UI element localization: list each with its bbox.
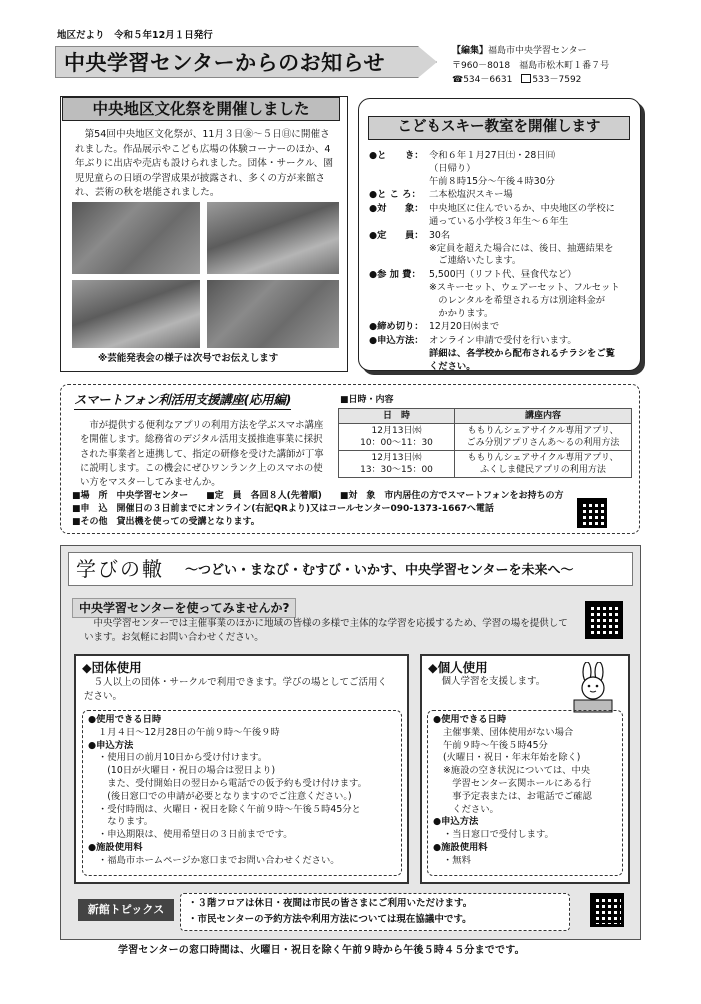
individual-detail-line: 主催事業、団体使用がない場合 [443,726,574,738]
ski-item [369,150,639,188]
group-detail-line: (10日が火曜日・祝日の場合は翌日より) [98,765,276,777]
manabi-qr-code[interactable] [585,601,623,639]
group-detail-line: ・使用日の前月10日から受け付けます。 [98,752,268,764]
row-content: ももりんシェアサイクル専用アプリ、 [467,453,619,463]
editor-fax: 533－7592 [532,75,582,85]
row-content: ももりんシェアサイクル専用アプリ、 [467,426,619,436]
group-detail-line: ●使用できる日時 [88,714,162,725]
row-content: ふくしま健民アプリの利用方法 [480,465,606,475]
individual-detail-line: ●使用できる日時 [433,714,507,725]
topics-label: 新館トピックス [78,899,174,921]
group-intro: ５人以上の団体・サークルで利用できます。学びの場としてご活用ください。 [84,677,387,703]
schedule-label: ■日時・内容 [340,395,394,405]
footer-note: 学習センターの窓口時間は、火曜日・祝日を除く午前９時から午後５時４５分までです。 [118,945,525,956]
festival-note: ※芸能発表会の様子は次号でお伝えします [98,353,279,364]
fax-icon [521,74,531,83]
ski-item [369,269,639,320]
use-heading: 中央学習センターを使ってみませんか? [72,598,296,618]
individual-detail-line: ・当日窓口で受付します。 [443,829,554,841]
row-date: 12月13日㈬ [371,426,422,436]
editor-label: 【編集】 [452,46,489,56]
ski-item-label: ●申込方法： [369,335,424,347]
individual-detail-line: 午前９時～午後５時45分 [443,739,548,751]
editor-info [452,44,609,88]
group-details [88,714,400,868]
ski-item [369,335,639,373]
ski-item-line: （日帰り） [429,162,476,174]
ski-item-value [429,189,513,202]
table-row [339,451,632,478]
info-apply: ■申 込 開催日の３日前までにオンライン(右記QRより)又はコールセンター090-1373-1667へ電話 [72,504,494,514]
editor-tel: ☎534－6631 [452,75,513,85]
group-detail-line: ・受付時間は、火曜日・祝日を除く午前９時～午後５時45分と [98,803,361,815]
ski-item-label: ●と こ ろ： [369,189,421,201]
smartphone-info [72,490,572,529]
ski-item-label: ●締め切り： [369,321,424,333]
smartphone-heading: スマートフォン利活用支援講座(応用編) [74,392,291,410]
ski-item-line: かかります。 [429,307,494,319]
topics-qr-code[interactable] [590,893,624,927]
individual-intro: 個人学習を支援します。 [441,676,546,687]
schedule-header-date: 日 時 [339,409,455,424]
individual-detail-line: 事予定表または、お電話でご確認 [443,790,592,802]
ski-item-value [429,230,613,268]
group-detail-line: また、受付開始日の翌日から電話での仮予約も受け付けます。 [98,777,367,789]
row-content: ごみ分別アプリさんあ～るの利用方法 [466,438,620,448]
ski-heading: こどもスキー教室を開催します [368,116,630,140]
ski-item-line: 通っている小学校３年生～６年生 [429,215,569,227]
row-time: 10：00～11：30 [360,438,433,448]
ski-details [369,150,639,375]
festival-photo-3 [72,280,200,348]
festival-photo-2 [207,202,339,274]
individual-detail-line: ください。 [443,803,499,815]
ski-item-value [429,269,620,320]
schedule-header-content: 講座内容 [455,409,632,424]
individual-details [433,714,623,868]
topic-item: ・３階フロアは休日・夜間は市民の皆さまにご利用いただけます。 [188,898,473,909]
ski-item [369,230,639,268]
use-body: 中央学習センターでは主催事業のほかに地域の皆様の多様で主体的な学習を応援するため、学習の場を提供しています。お気軽にお問い合わせください。 [84,618,568,644]
ski-item-value [429,321,499,334]
smartphone-qr-code[interactable] [577,498,607,528]
ski-item-line: 午前８時15分～午後４時30分 [429,175,555,187]
info-place: ■場 所 中央学習センター [72,491,189,501]
ski-item-value [429,203,615,229]
ski-item-label: ●定 員： [369,229,424,241]
ski-item-line: 詳細は、各学校から配布されるチラシをご覧 [429,347,615,359]
group-detail-line: ●申込方法 [88,739,134,751]
ski-item-line: 中央地区に住んでいるか、中央地区の学校に [429,203,615,215]
editor-name: 福島市中央学習センター [488,46,587,56]
smartphone-body: 市が提供する便利なアプリの利用方法を学ぶスマホ講座を開催します。総務省のデジタル活用支援推進事業に採択された事業者と連携して、指定の研修を受けた講師が丁寧に説明します。この機会にぜひワンランク上のスマホの使い方をマスターしてみませんか。 [80,420,324,489]
ski-item-label: ●対 象： [369,203,424,215]
row-time: 13：30～15：00 [360,465,433,475]
individual-heading: ◆個人使用 [428,660,488,675]
individual-detail-line: ●申込方法 [433,816,479,828]
topic-item: ・市民センターの予約方法や利用方法については現在協議中です。 [188,914,472,925]
group-detail-line: ●施設使用料 [88,841,143,853]
row-date: 12月13日㈬ [371,453,422,463]
ski-item-value [429,335,615,373]
individual-detail-line: (火曜日・祝日・年末年始を除く) [443,752,581,764]
ski-item-line: ください。 [429,360,476,372]
individual-detail-line: ※施設の空き状況については、中央 [443,765,591,777]
festival-photo-4 [207,280,339,348]
editor-postal: 〒960－8018 福島市松木町１番７号 [452,60,610,71]
ski-item [369,321,639,334]
issue-date: 地区だより 令和５年12月１日発行 [57,30,213,41]
group-detail-line: １月４日～12月28日の午前９時～午後９時 [98,726,280,738]
schedule-table [338,408,632,478]
group-detail-line: (後日窓口での申請が必要となりますのでご注意ください。) [98,790,352,802]
info-target: ■対 象 市内居住の方でスマートフォンをお持ちの方 [339,491,564,501]
ski-item-line: のレンタルを希望される方は別途料金が [429,294,606,306]
page-title: 中央学習センターからのお知らせ [64,51,386,75]
ski-item-line: ※定員を超えた場合には、後日、抽選結果を [429,242,614,254]
ski-item-line: 12月20日㈬まで [429,321,500,333]
rabbit-mascot-icon [568,662,618,714]
ski-item-value [429,150,555,188]
festival-body: 第54回中央地区文化祭が、11月３日㊎～５日㊐に開催されました。作品展示やこども広場の体験コーナーのほか、4年ぶりに出店や売店も設けられました。団体・サークル、園児児童らの日頃の学習成果が披露され、多くの方が来館され、芸術の秋を堪能されました。 [75,129,333,198]
group-detail-line: ・申込期限は、使用希望日の３日前までです。 [98,829,293,841]
individual-detail-line: ●施設使用料 [433,841,488,853]
festival-heading: 中央地区文化祭を開催しました [62,97,340,121]
ski-item-line: 令和６年１月27日㈯・28日㈰ [429,150,555,161]
table-row [339,424,632,451]
ski-item-label: ●と き： [369,150,424,161]
group-heading: ◆団体使用 [82,660,142,675]
individual-detail-line: ・無料 [443,854,471,866]
festival-photo-1 [72,202,200,274]
ski-item [369,203,639,229]
ski-item [369,189,639,202]
ski-item-label: ●参 加 費： [369,269,421,281]
individual-detail-line: 学習センター玄関ホールにある行 [443,777,592,789]
topics-list [188,896,472,928]
ski-item-line: 二本松塩沢スキー場 [429,189,513,201]
ski-item-line: 30名 [429,229,451,241]
group-detail-line: ・福島市ホームページか窓口までお問い合わせください。 [98,854,340,866]
ski-item-line: オンライン申請で受付を行います。 [429,335,577,347]
ski-item-line: ※スキーセット、ウェアーセット、フルセット [429,281,620,293]
info-capacity: ■定 員 各回８人(先着順) [206,491,322,501]
info-other: ■その他 貸出機を使っての受講となります。 [72,517,260,527]
ski-item-line: 5,500円（リフト代、昼食代など） [429,269,577,281]
group-detail-line: なります。 [98,816,154,828]
ski-item-line: ご連絡いたします。 [429,255,522,267]
mascot-illustration [568,662,618,714]
manabi-title: 学びの轍 [76,557,164,581]
manabi-subtitle: ～つどい・まなび・むすび・いかす、中央学習センターを未来へ～ [185,563,574,578]
